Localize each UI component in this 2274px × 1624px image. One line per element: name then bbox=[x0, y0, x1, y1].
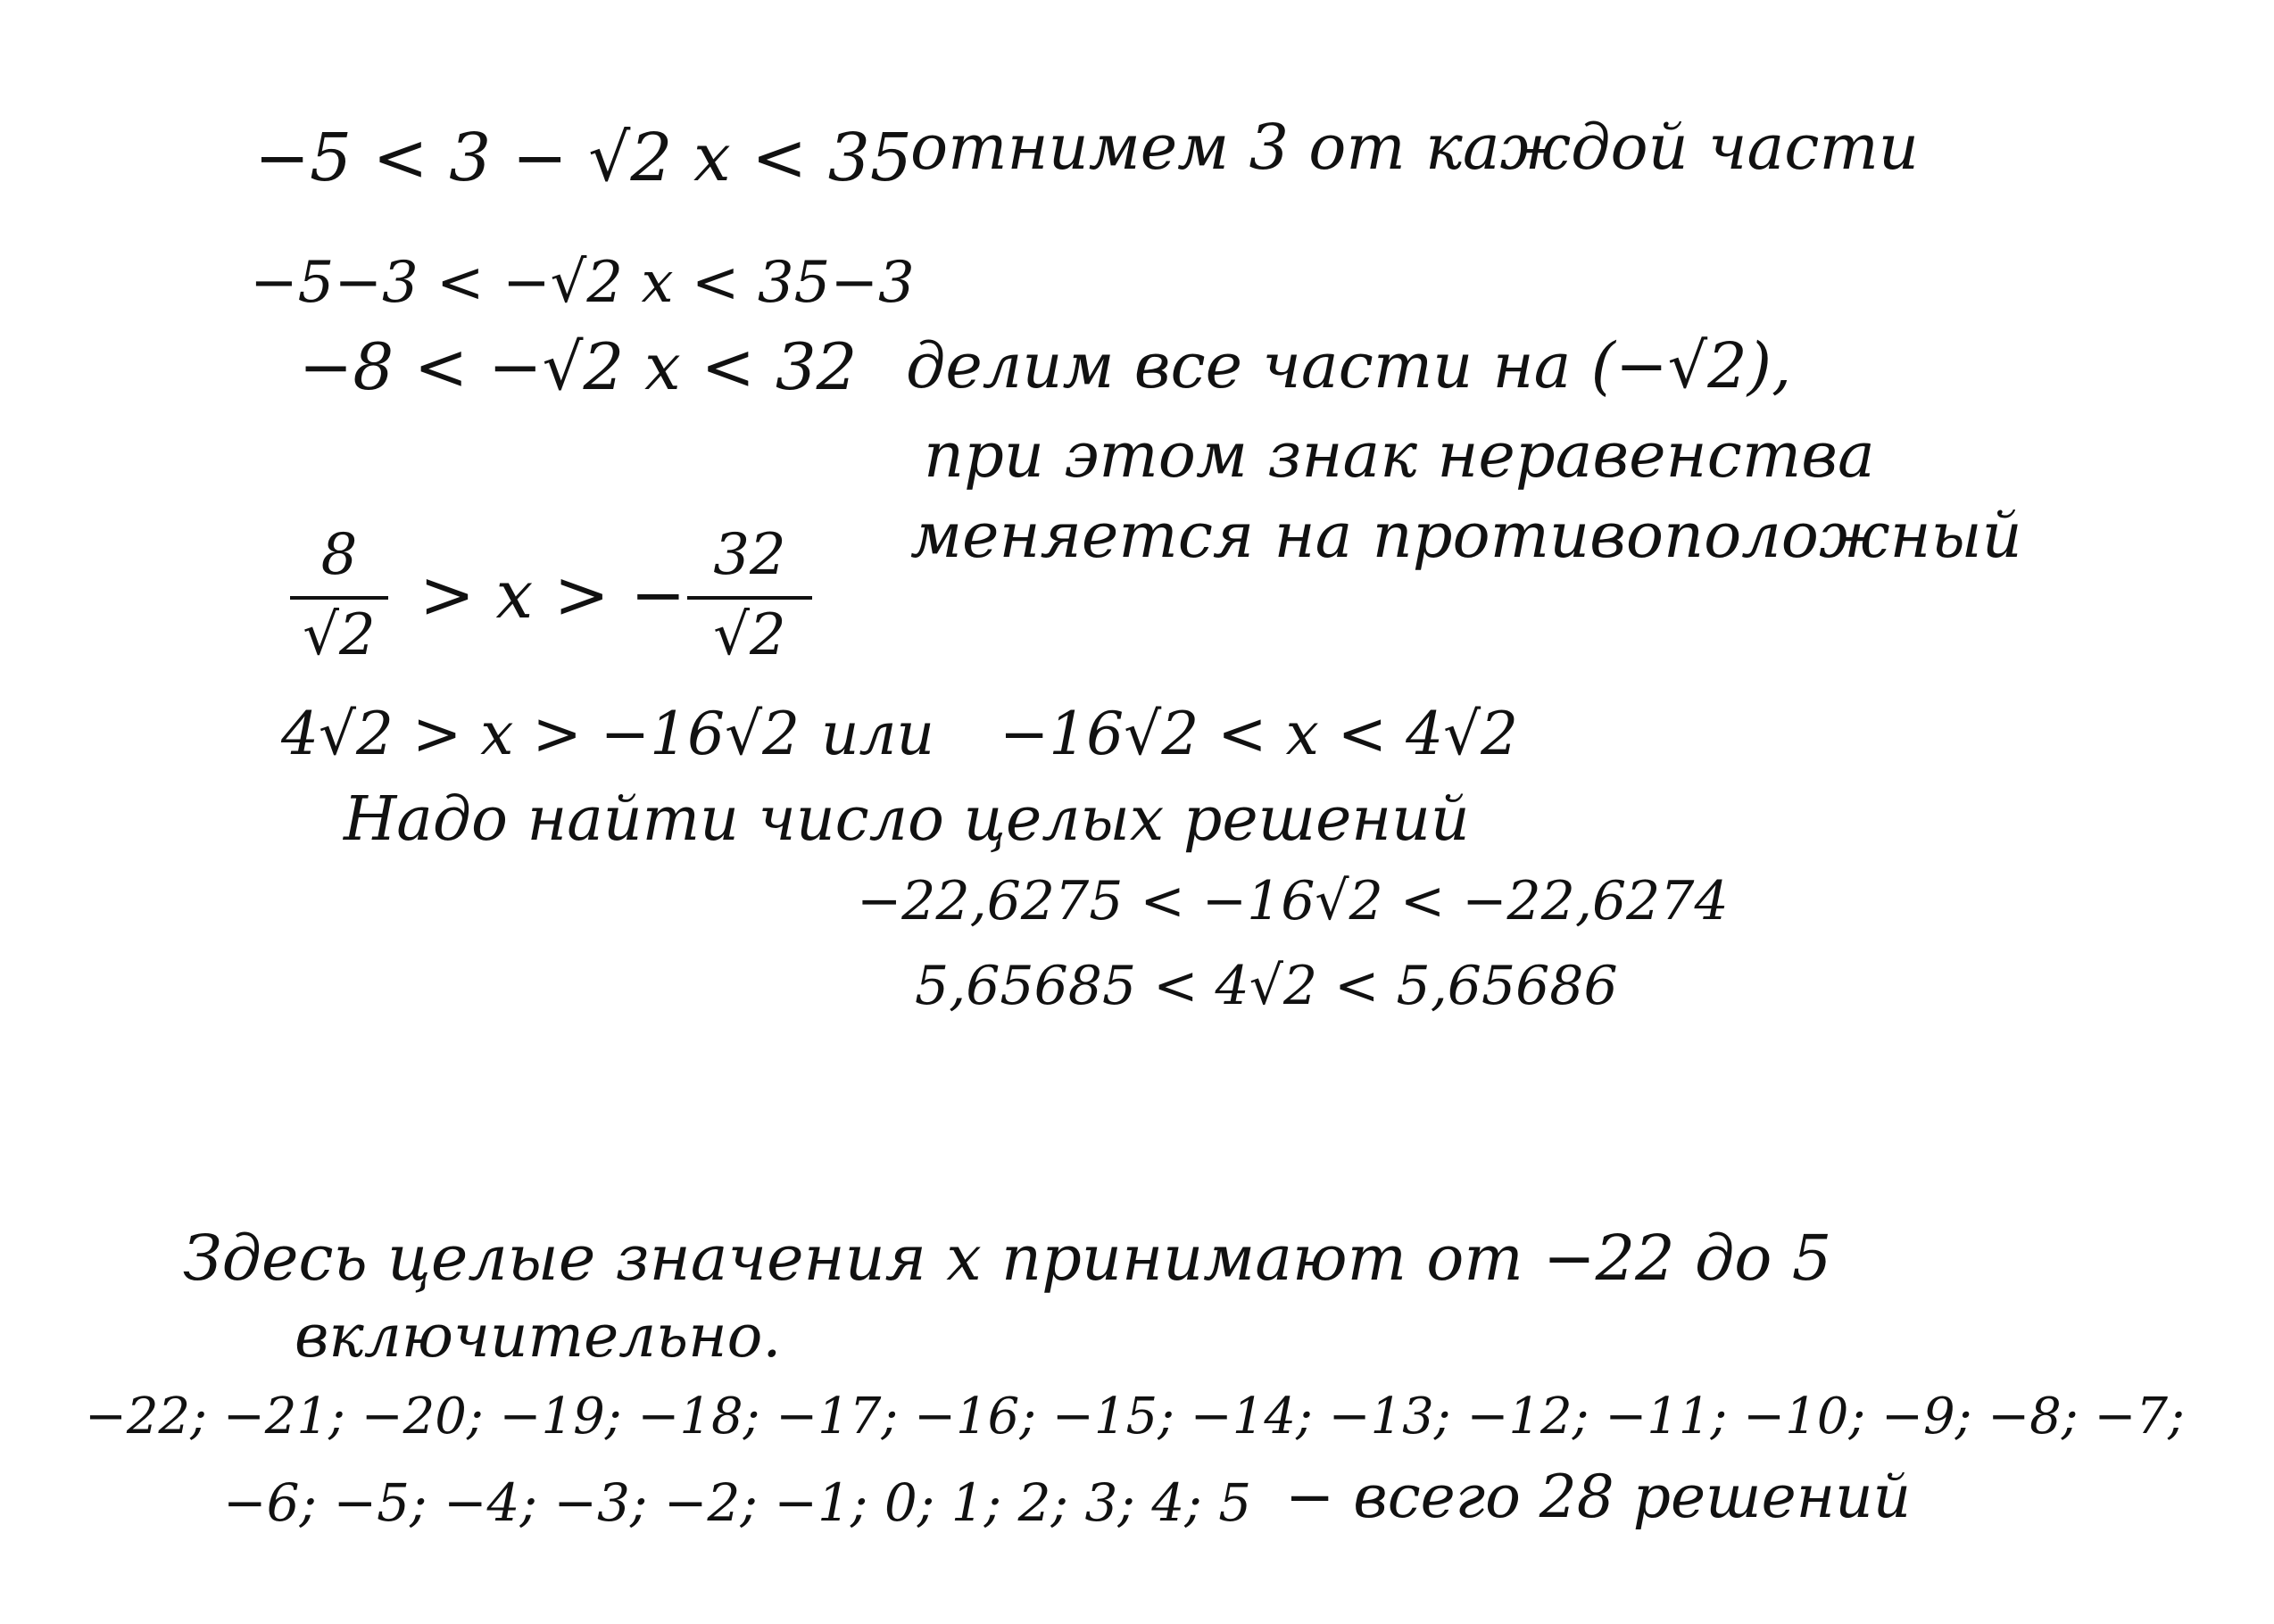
fraction-eight-over-root-two bbox=[290, 522, 388, 669]
integer-list-first-line: −22; −21; −20; −19; −18; −17; −16; −15; −14; −13; −12; −11; −10; −9; −8; −7; bbox=[85, 1388, 2185, 1446]
fraction-numerator: 8 bbox=[320, 522, 358, 588]
inequality-rationalized-alt: −16√2 < x < 4√2 bbox=[1000, 700, 1519, 768]
fraction-denominator: √2 bbox=[303, 602, 376, 668]
fraction-bar bbox=[687, 596, 812, 600]
estimate-right-bound: 5,65685 < 4√2 < 5,65686 bbox=[915, 955, 1618, 1017]
fraction-numerator: 32 bbox=[713, 522, 786, 588]
inequality-simplified: −8 < −√2 x < 32 bbox=[299, 329, 858, 404]
note-opposite: меняется на противоположный bbox=[910, 499, 2022, 572]
answer-inclusive: включительно. bbox=[295, 1302, 782, 1371]
note-subtract-three: отнимем 3 от каждой части bbox=[910, 111, 1919, 184]
inequality-subtract-step: −5−3 < −√2 x < 35−3 bbox=[250, 250, 915, 316]
fraction-bar bbox=[290, 596, 388, 600]
inequality-original: −5 < 3 − √2 x < 35 bbox=[254, 120, 912, 196]
integer-list-second-line: −6; −5; −4; −3; −2; −1; 0; 1; 2; 3; 4; 5 bbox=[223, 1472, 1252, 1533]
fraction-denominator: √2 bbox=[713, 602, 786, 668]
inequality-rationalized: 4√2 > x > −16√2 bbox=[281, 700, 801, 768]
fraction-thirtytwo-over-root-two bbox=[687, 522, 812, 669]
note-divide: делим все части на (−√2), bbox=[906, 329, 1792, 402]
word-or: или bbox=[821, 700, 935, 768]
answer-total: − всего 28 решений bbox=[1285, 1462, 1912, 1531]
note-find-integers: Надо найти число целых решений bbox=[344, 784, 1470, 855]
note-sign-change: при этом знак неравенства bbox=[924, 418, 1875, 492]
estimate-left-bound: −22,6275 < −16√2 < −22,6274 bbox=[857, 870, 1729, 932]
inequality-relation-middle: > x > − bbox=[419, 557, 686, 634]
answer-statement: Здесь целые значения x принимают от −22 до 5 bbox=[183, 1222, 1832, 1295]
